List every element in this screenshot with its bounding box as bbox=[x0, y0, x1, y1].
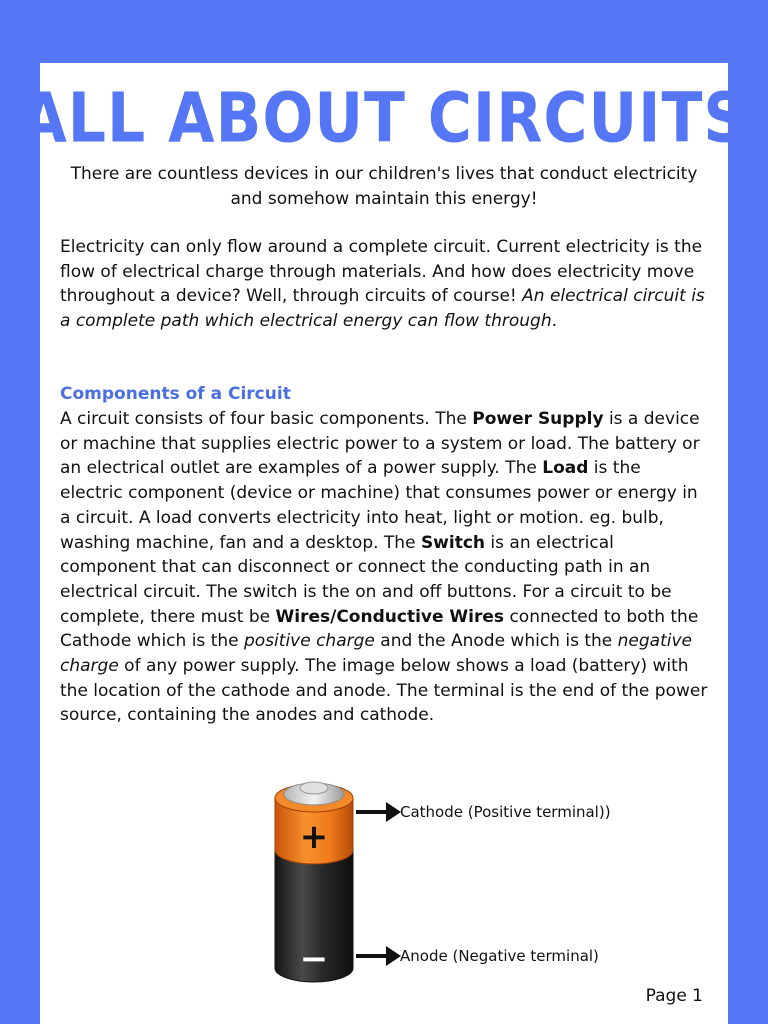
paragraph-electricity bbox=[60, 235, 708, 334]
cathode-arrow bbox=[356, 802, 401, 822]
term-negative-charge: negative charge bbox=[60, 631, 692, 677]
text-run: of any power supply. The image below shows a load (battery) with the location of the cathode and anode. The terminal is the end of the power source, containing the anodes and cathode. bbox=[60, 656, 708, 726]
page-number: Page 1 bbox=[645, 986, 703, 1006]
minus-symbol: − bbox=[299, 939, 329, 979]
text-run: is the electric component (device or machine) that consumes power or energy in a circuit. A load converts electricity into heat, light or motion. eg. bulb, washing machine, fan and a desktop. The bbox=[60, 458, 698, 553]
plus-symbol: + bbox=[299, 817, 329, 857]
anode-label: Anode (Negative terminal) bbox=[400, 947, 599, 965]
circuit-definition: An electrical circuit is a complete path which electrical energy can flow through bbox=[60, 286, 705, 332]
term-load: Load bbox=[542, 458, 589, 479]
section-heading: Components of a Circuit bbox=[60, 384, 291, 404]
term-switch: Switch bbox=[420, 532, 486, 553]
text-run: is an electrical component that can disconnect or connect the conducting path in an electrical circuit. The switch is the on and off buttons. For a circuit to be complete, there must be bbox=[60, 532, 672, 627]
anode-arrow bbox=[356, 946, 401, 966]
battery-illustration bbox=[270, 768, 410, 990]
term-power-supply: Power Supply bbox=[472, 409, 604, 429]
intro-paragraph: There are countless devices in our children's lives that conduct electricity and somehow maintain this energy! bbox=[70, 164, 698, 209]
cathode-label: Cathode (Positive terminal)) bbox=[400, 803, 611, 821]
text-run: is a device or machine that supplies electric power to a system or load. The battery or an electrical outlet are examples of a power supply. The bbox=[60, 409, 700, 479]
term-wires: Wires/Conductive Wires bbox=[275, 606, 505, 627]
paragraph-end: . bbox=[551, 311, 558, 332]
text-run: and the Anode which is the bbox=[374, 631, 618, 652]
page-title: ALL ABOUT CIRCUITS bbox=[20, 78, 748, 159]
paragraph-components bbox=[60, 407, 708, 728]
term-positive-charge: positive charge bbox=[244, 631, 375, 652]
paragraph-text: Electricity can only flow around a complete circuit. Current electricity is the flow of electrical charge through materials. And how does electricity move throughout a device? Well, through circuits of course! bbox=[60, 237, 703, 307]
text-run: connected to both the Cathode which is the bbox=[60, 606, 699, 652]
text-run: A circuit consists of four basic components. The bbox=[60, 409, 473, 429]
